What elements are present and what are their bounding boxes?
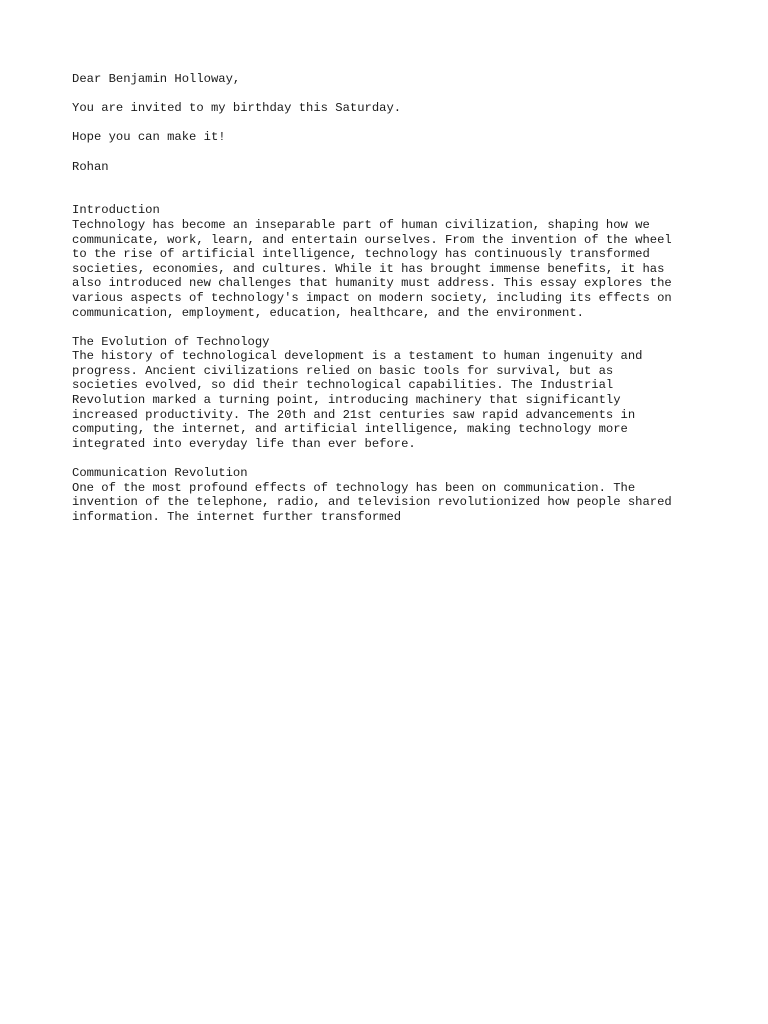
paragraph-line: societies, economies, and cultures. While it has brought immense benefits, it has: [72, 261, 665, 276]
paragraph-line: Revolution marked a turning point, introducing machinery that significantly: [72, 393, 621, 408]
section-heading: The Evolution of Technology: [72, 334, 270, 349]
essay-section-communication: [72, 466, 712, 524]
essay-section-evolution: [72, 335, 712, 452]
paragraph-line: communication, employment, education, healthcare, and the environment.: [72, 305, 584, 320]
paragraph-line: communicate, work, learn, and entertain ourselves. From the invention of the wheel: [72, 232, 672, 247]
paragraph-line: societies evolved, so did their technological capabilities. The Industrial: [72, 378, 614, 393]
document-page: [72, 72, 712, 539]
paragraph-line: various aspects of technology's impact on modern society, including its effects on: [72, 290, 672, 305]
letter-signature: Rohan: [72, 159, 109, 174]
section-heading: Communication Revolution: [72, 466, 248, 481]
paragraph-line: also introduced new challenges that humanity must address. This essay explores the: [72, 276, 672, 291]
paragraph-line: The history of technological development is a testament to human ingenuity and: [72, 349, 643, 364]
paragraph-line: progress. Ancient civilizations relied on basic tools for survival, but as: [72, 363, 614, 378]
essay-section-introduction: [72, 203, 712, 320]
paragraph-line: computing, the internet, and artificial intelligence, making technology more: [72, 422, 628, 437]
paragraph-line: information. The internet further transformed: [72, 509, 402, 524]
paragraph-line: Technology has become an inseparable part of human civilization, shaping how we: [72, 217, 650, 232]
letter-body: You are invited to my birthday this Saturday.: [72, 101, 402, 116]
paragraph-line: One of the most profound effects of technology has been on communication. The: [72, 480, 636, 495]
paragraph-line: to the rise of artificial intelligence, technology has continuously transformed: [72, 247, 650, 262]
letter-greeting: Dear Benjamin Holloway,: [72, 72, 241, 86]
invitation-letter: [72, 72, 712, 174]
paragraph-line: increased productivity. The 20th and 21st centuries saw rapid advancements in: [72, 407, 636, 422]
paragraph-line: invention of the telephone, radio, and television revolutionized how people shared: [72, 495, 672, 510]
section-heading: Introduction: [72, 203, 160, 218]
essay: [72, 203, 712, 524]
paragraph-line: integrated into everyday life than ever before.: [72, 436, 416, 451]
letter-closing: Hope you can make it!: [72, 130, 226, 145]
